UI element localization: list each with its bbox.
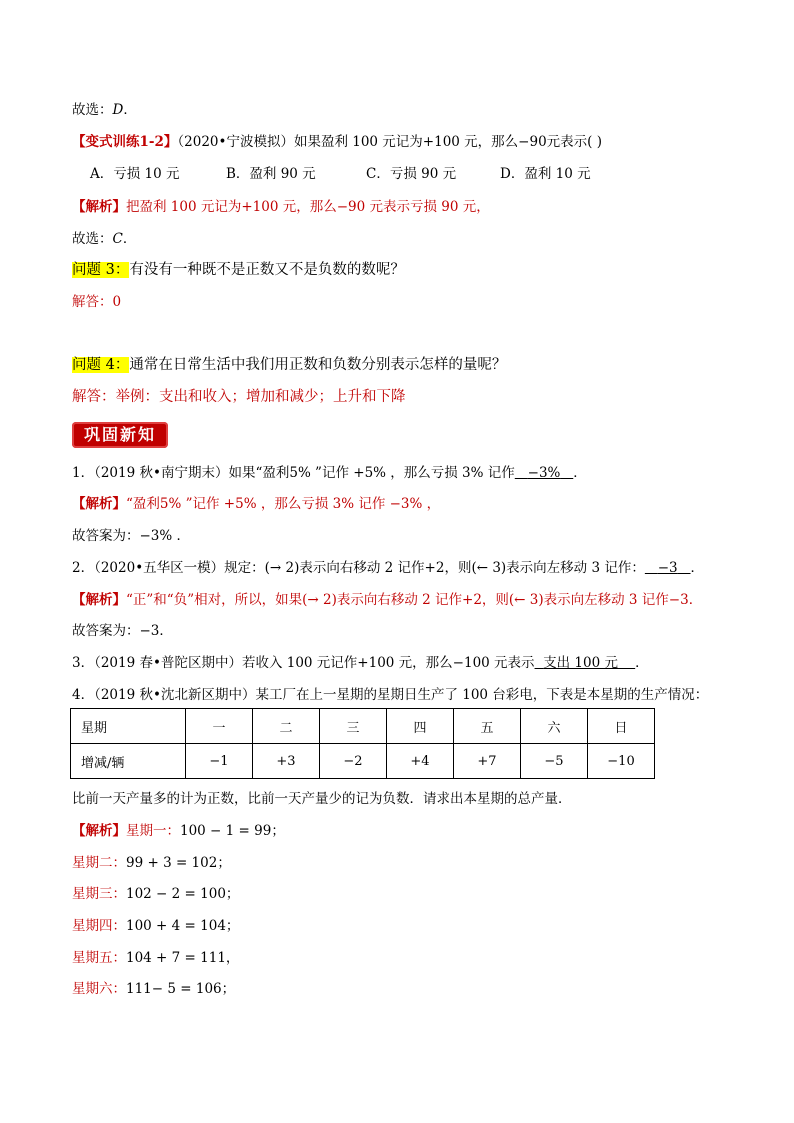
exercise-1-answer: −3% (527, 465, 561, 481)
table-cell: 三 (320, 709, 387, 744)
section-banner: 巩固新知 (72, 422, 168, 448)
variant-tag: 【变式训练1-2】 (72, 134, 178, 150)
table-header-row (71, 709, 655, 744)
solution-tag: 【解析】 (72, 592, 126, 608)
analysis-text: 把盈利 100 元记为+100 元，那么−90 元表示亏损 90 元， (126, 199, 490, 215)
variant-question (72, 132, 734, 152)
step-calc: 99 + 3 = 102； (126, 855, 231, 871)
step-tuesday (72, 853, 734, 873)
answer-3 (72, 292, 734, 312)
exercise-2-text: 2．（2020•五华区一模）规定：(→ 2)表示向右移动 2 记作+2，则(← 3)表示向左移动 3 记作： (72, 560, 645, 576)
solution-text: “盈利5% ”记作 +5% ，那么亏损 3% 记作 −3% ， (126, 496, 441, 512)
table-cell: 二 (253, 709, 320, 744)
step-day: 星期二： (72, 855, 126, 871)
exercise-3-end: ． (635, 655, 649, 671)
table-cell: −1 (186, 744, 253, 779)
step-day: 星期三： (72, 886, 126, 902)
table-cell: 星期 (71, 709, 186, 744)
variant-text: （2020•宁波模拟）如果盈利 100 元记为+100 元，那么−90元表示( ) (177, 134, 602, 150)
answer-4-text: 举例：支出和收入；增加和减少；上升和下降 (115, 389, 406, 405)
step-day: 星期一： (126, 823, 180, 839)
step-saturday (72, 979, 734, 999)
answer-line-c (72, 229, 734, 249)
analysis-line (72, 197, 734, 217)
answer-letter: D (112, 102, 124, 118)
table-cell: 一 (186, 709, 253, 744)
table-cell: +7 (454, 744, 521, 779)
exercise-1-end: ． (573, 465, 587, 481)
step-calc: 102 − 2 = 100； (126, 886, 240, 902)
answer-prefix: 故选： (72, 231, 113, 247)
exercise-2-answer: −3 (657, 560, 678, 576)
answer-letter: C (112, 231, 123, 247)
exercise-3 (72, 653, 734, 673)
step-day: 星期六： (72, 981, 126, 997)
table-cell: +3 (253, 744, 320, 779)
exercise-2 (72, 558, 734, 578)
table-cell: 日 (588, 709, 655, 744)
table-row (71, 744, 655, 779)
table-cell: 四 (387, 709, 454, 744)
solution-text: “正”和“负”相对，所以，如果(→ 2)表示向右移动 2 记作+2，则(← 3)表示向左移动 3 记作−3． (126, 592, 703, 608)
table-cell: −10 (588, 744, 655, 779)
question-3-label: 问题 3： (72, 262, 130, 278)
option-c: C．亏损 90 元 (366, 166, 457, 182)
table-cell: 增减/辆 (71, 744, 186, 779)
question-4-label: 问题 4： (72, 357, 130, 373)
exercise-3-answer: 支出 100 元 (543, 655, 618, 671)
step-thursday (72, 916, 734, 936)
answer-4 (72, 387, 734, 407)
options-row (90, 164, 734, 184)
step-calc: 104 + 7 = 111， (126, 950, 240, 966)
option-d: D．盈利 10 元 (500, 166, 591, 182)
step-wednesday (72, 884, 734, 904)
table-cell: 五 (454, 709, 521, 744)
answer-suffix: ． (123, 102, 137, 118)
exercise-1-solution (72, 494, 734, 514)
step-friday (72, 948, 734, 968)
exercise-2-end: ． (690, 560, 705, 576)
step-calc: 100 − 1 = 99； (180, 823, 285, 839)
answer-suffix: ． (122, 231, 137, 247)
solution-tag: 【解析】 (72, 823, 126, 839)
answer-3-text: 0 (112, 294, 122, 310)
option-a: A．亏损 10 元 (90, 166, 180, 182)
step-calc: 111− 5 = 106； (126, 981, 236, 997)
answer-line-d (72, 100, 734, 120)
production-table (70, 708, 655, 779)
exercise-2-solution (72, 590, 734, 610)
table-cell: +4 (387, 744, 454, 779)
solution-tag: 【解析】 (72, 496, 126, 512)
step-day: 星期五： (72, 950, 126, 966)
answer-4-label: 解答： (72, 389, 116, 405)
exercise-3-text: 3．（2019 春•普陀区期中）若收入 100 元记作+100 元，那么−100 元表示 (72, 655, 535, 671)
option-b: B．盈利 90 元 (226, 166, 316, 182)
step-monday (72, 821, 734, 841)
answer-3-label: 解答： (72, 294, 113, 310)
exercise-1-final: 故答案为：−3% ． (72, 528, 191, 544)
question-4 (72, 355, 734, 375)
answer-prefix: 故选： (72, 102, 113, 118)
question-3 (72, 260, 734, 280)
question-4-text: 通常在日常生活中我们用正数和负数分别表示怎样的量呢？ (129, 357, 507, 373)
analysis-tag: 【解析】 (72, 199, 126, 215)
table-cell: −2 (320, 744, 387, 779)
step-day: 星期四： (72, 918, 126, 934)
table-cell: 六 (521, 709, 588, 744)
step-calc: 100 + 4 = 104； (126, 918, 240, 934)
exercise-2-final: 故答案为：−3． (72, 623, 173, 639)
table-note: 比前一天产量多的计为正数，比前一天产量少的记为负数．请求出本星期的总产量． (72, 791, 572, 807)
exercise-1 (72, 463, 734, 483)
exercise-1-text: 1．（2019 秋•南宁期末）如果“盈利5% ”记作 +5% ，那么亏损 3% 记作 (72, 465, 515, 481)
question-3-text: 有没有一种既不是正数又不是负数的数呢？ (129, 262, 405, 278)
table-cell: −5 (521, 744, 588, 779)
exercise-4: 4．（2019 秋•沈北新区期中）某工厂在上一星期的星期日生产了 100 台彩电，下表是本星期的生产情况： (72, 687, 709, 703)
